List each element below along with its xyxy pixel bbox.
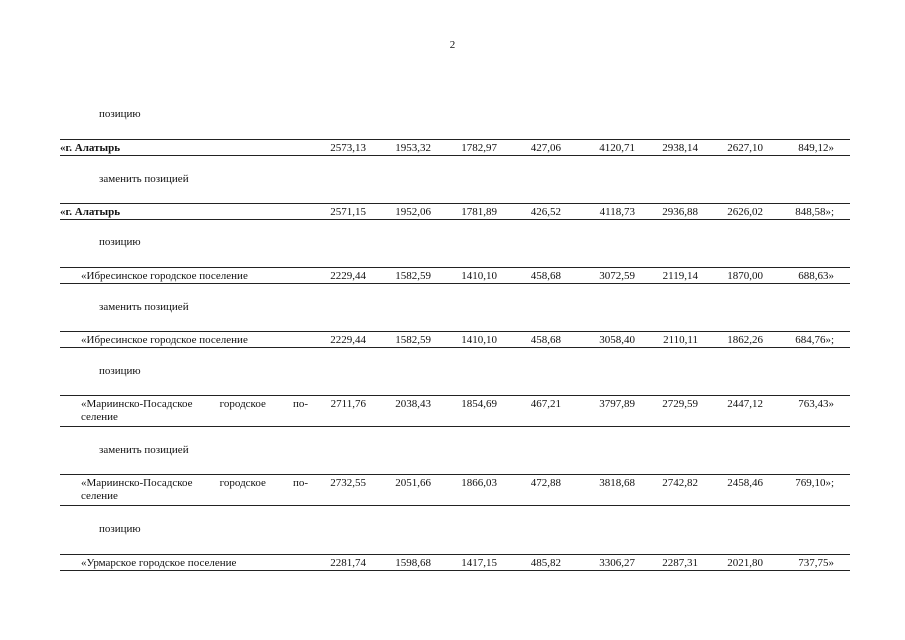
table-row <box>60 395 850 427</box>
row-value: 2229,44 <box>330 334 366 346</box>
row-name-line: селение <box>81 411 118 423</box>
row-value: 1781,89 <box>461 206 497 218</box>
row-value: 2458,46 <box>727 477 763 489</box>
row-name: «г. Алатырь <box>60 206 121 218</box>
row-value: 1582,59 <box>395 270 431 282</box>
row-name <box>81 398 308 424</box>
row-value: 1417,15 <box>461 557 497 569</box>
row-value: 1410,10 <box>461 270 497 282</box>
row-value: 4120,71 <box>599 142 635 154</box>
instruction-text: позицию <box>99 108 141 120</box>
row-value: 2229,44 <box>330 270 366 282</box>
instruction-text: позицию <box>99 523 141 535</box>
row-value: 2573,13 <box>330 142 366 154</box>
row-name-line: селение <box>81 490 118 502</box>
instruction-text: заменить позицией <box>99 444 189 456</box>
row-value: 3306,27 <box>599 557 635 569</box>
row-value: 1782,97 <box>461 142 497 154</box>
page-number: 2 <box>449 39 456 51</box>
row-name: «Ибресинское городское поселение <box>81 270 248 282</box>
row-value: 3058,40 <box>599 334 635 346</box>
row-value: 426,52 <box>530 206 561 218</box>
instruction-text: заменить позицией <box>99 173 189 185</box>
row-value: 4118,73 <box>599 206 635 218</box>
row-value: 2571,15 <box>330 206 366 218</box>
row-value: 1953,32 <box>395 142 431 154</box>
row-name <box>81 477 308 503</box>
row-value: 2732,55 <box>330 477 366 489</box>
row-name: «Урмарское городское поселение <box>81 557 237 569</box>
row-value: 2936,88 <box>662 206 698 218</box>
row-name-line: «Мариинско-Посадское городское по- <box>81 477 308 489</box>
table-row <box>60 203 850 220</box>
row-value: 737,75» <box>798 557 834 569</box>
row-value: 1410,10 <box>461 334 497 346</box>
row-value: 2626,02 <box>727 206 763 218</box>
row-name: «Ибресинское городское поселение <box>81 334 248 346</box>
row-value: 467,21 <box>530 398 561 410</box>
row-value: 1866,03 <box>461 477 497 489</box>
row-value: 1582,59 <box>395 334 431 346</box>
table-row <box>60 267 850 284</box>
row-value: 849,12» <box>798 142 834 154</box>
row-value: 763,43» <box>798 398 834 410</box>
row-value: 688,63» <box>798 270 834 282</box>
row-value: 684,76»; <box>795 334 834 346</box>
row-value: 2287,31 <box>662 557 698 569</box>
row-name-line: «Мариинско-Посадское городское по- <box>81 398 308 410</box>
instruction-text: позицию <box>99 365 141 377</box>
row-value: 1854,69 <box>461 398 497 410</box>
row-value: 848,58»; <box>795 206 834 218</box>
row-name: «г. Алатырь <box>60 142 121 154</box>
row-value: 1870,00 <box>727 270 763 282</box>
table-row <box>60 554 850 571</box>
instruction-text: позицию <box>99 236 141 248</box>
row-value: 2742,82 <box>662 477 698 489</box>
row-value: 427,06 <box>530 142 561 154</box>
row-value: 485,82 <box>530 557 561 569</box>
row-value: 1862,26 <box>727 334 763 346</box>
row-value: 3072,59 <box>599 270 635 282</box>
row-value: 769,10»; <box>795 477 834 489</box>
row-value: 2711,76 <box>330 398 366 410</box>
row-value: 3818,68 <box>599 477 635 489</box>
instruction-text: заменить позицией <box>99 301 189 313</box>
row-value: 2110,11 <box>663 334 698 346</box>
row-value: 458,68 <box>530 270 561 282</box>
row-value: 1952,06 <box>395 206 431 218</box>
row-value: 2119,14 <box>662 270 698 282</box>
table-row <box>60 331 850 348</box>
row-value: 3797,89 <box>599 398 635 410</box>
table-row <box>60 474 850 506</box>
row-value: 2627,10 <box>727 142 763 154</box>
row-value: 472,88 <box>530 477 561 489</box>
row-value: 2038,43 <box>395 398 431 410</box>
row-value: 2447,12 <box>727 398 763 410</box>
table-row <box>60 139 850 156</box>
row-value: 458,68 <box>530 334 561 346</box>
row-value: 2938,14 <box>662 142 698 154</box>
row-value: 1598,68 <box>395 557 431 569</box>
row-value: 2281,74 <box>330 557 366 569</box>
row-value: 2729,59 <box>662 398 698 410</box>
row-value: 2021,80 <box>727 557 763 569</box>
row-value: 2051,66 <box>395 477 431 489</box>
